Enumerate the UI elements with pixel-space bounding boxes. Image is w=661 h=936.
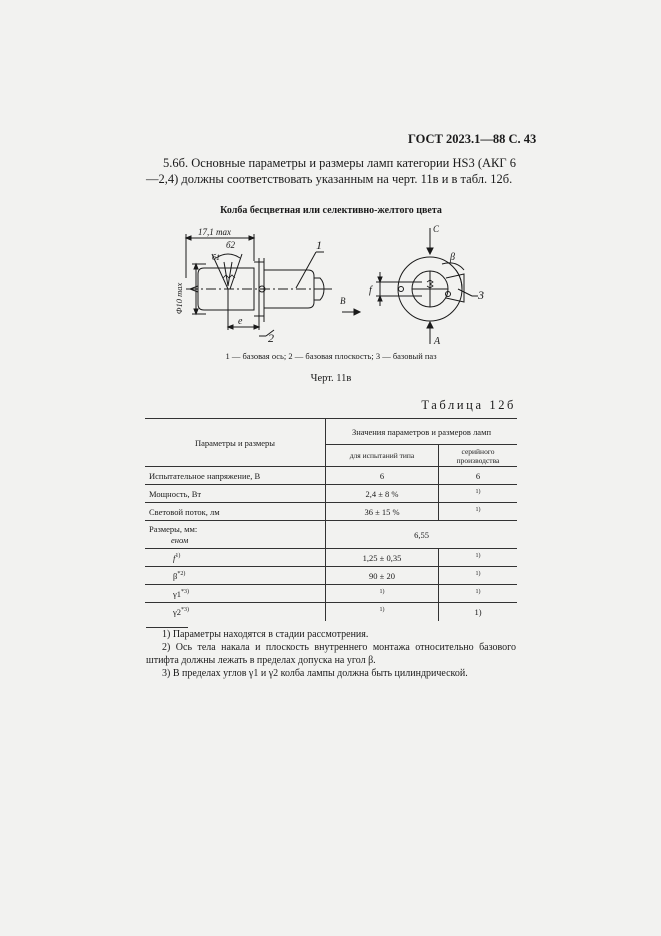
dim-beta-label: β bbox=[450, 252, 455, 263]
view-a-label: A bbox=[434, 336, 441, 347]
dim-diameter-label: Φ10 max bbox=[174, 282, 184, 314]
table-caption: Таблица 12б bbox=[421, 398, 516, 412]
table-row: γ2$^{*3)}$ $^{1)}$ 1) bbox=[145, 603, 517, 621]
end-view bbox=[340, 224, 484, 347]
table-row: $f^{1)}$ 1,25 ± 0,35 $^{1)}$ bbox=[145, 549, 517, 567]
side-view bbox=[174, 227, 332, 345]
lamp-drawing bbox=[146, 216, 518, 350]
dim-g2-label: б2 bbox=[226, 240, 236, 250]
callout-2: 2 bbox=[268, 331, 274, 345]
table-row: Мощность, Вт 2,4 ± 8 % $^{1)}$ bbox=[145, 485, 517, 503]
view-b-label: B bbox=[340, 296, 346, 306]
table-row: Размеры, мм: eном 6,55 bbox=[145, 521, 517, 549]
dim-g1-label: б1 bbox=[212, 253, 221, 262]
footnote-1: 1) Параметры находятся в стадии рассмотрения. bbox=[162, 629, 369, 640]
header-col-serial: серийного производства bbox=[439, 445, 518, 467]
dim-f-label: f bbox=[369, 285, 372, 296]
intro-paragraph: 5.6б. Основные параметры и размеры ламп категории HS3 (АКГ 6—2,4) должны соответствовать указанным на черт. 11в и в табл. 12б. bbox=[146, 156, 516, 186]
dim-17-label: 17,1 max bbox=[198, 227, 231, 237]
footnote-3: 3) В пределах углов γ1 и γ2 колба лампы должна быть цилиндрической. bbox=[162, 668, 468, 679]
table-row: Световой поток, лм 36 ± 15 % $^{1)}$ bbox=[145, 503, 517, 521]
callout-1: 1 bbox=[316, 238, 322, 252]
table-row: γ1$^{*3)}$ $^{1)}$ $^{1)}$ bbox=[145, 585, 517, 603]
figure-caption: Черт. 11в bbox=[310, 373, 352, 384]
figure-title: Колба бесцветная или селективно-желтого цвета bbox=[220, 205, 442, 216]
dim-e-label: e bbox=[238, 316, 243, 327]
header-col-type: для испытаний типа bbox=[326, 445, 439, 467]
footnote-2: 2) Ось тела накала и плоскость внутреннего монтажа относительно базового штифта должны лежать в пределах допуска на угол β. bbox=[146, 642, 516, 666]
header-param: Параметры и размеры bbox=[145, 419, 326, 467]
figure-legend: 1 — базовая ось; 2 — базовая плоскость; 3 — базовый паз bbox=[225, 351, 437, 361]
table-row: Испытательное напряжение, В 6 6 bbox=[145, 467, 517, 485]
parameters-table bbox=[145, 418, 517, 621]
header-values: Значения параметров и размеров ламп bbox=[326, 419, 518, 445]
view-c-label: C bbox=[433, 224, 440, 234]
table-row: $\beta^{*2)}$ 90 ± 20 $^{1)}$ bbox=[145, 567, 517, 585]
page-header: ГОСТ 2023.1—88 С. 43 bbox=[408, 132, 537, 146]
callout-3: 3 bbox=[478, 288, 484, 302]
e-value: 6,55 bbox=[414, 529, 429, 540]
